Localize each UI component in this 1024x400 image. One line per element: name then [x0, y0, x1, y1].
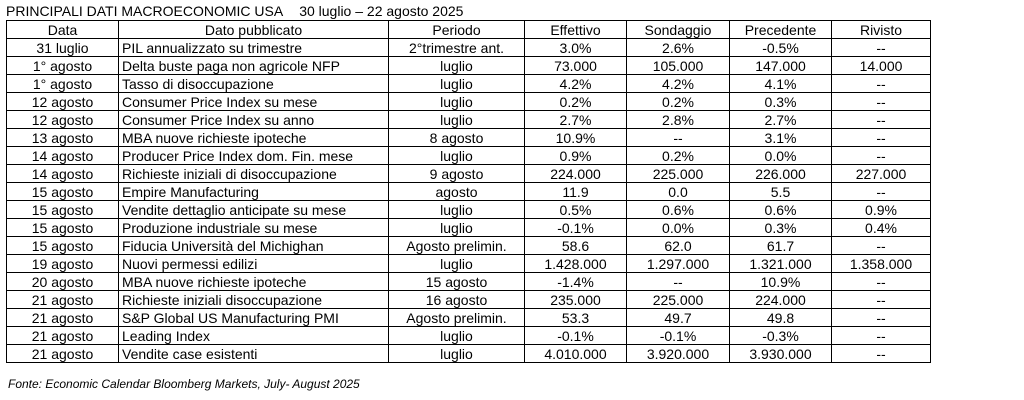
cell-precedente: 226.000	[730, 165, 832, 183]
cell-periodo: 16 agosto	[389, 291, 525, 309]
cell-rivisto: --	[832, 273, 931, 291]
cell-effettivo: 4.2%	[525, 75, 627, 93]
table-row	[7, 291, 931, 309]
table-row	[7, 345, 931, 363]
cell-dato-pubblicato: Producer Price Index dom. Fin. mese	[119, 147, 389, 165]
table-row	[7, 165, 931, 183]
cell-effettivo: 0.2%	[525, 93, 627, 111]
cell-dato-pubblicato: S&P Global US Manufacturing PMI	[119, 309, 389, 327]
cell-rivisto: 0.9%	[832, 201, 931, 219]
cell-effettivo: 10.9%	[525, 129, 627, 147]
cell-precedente: 49.8	[730, 309, 832, 327]
cell-effettivo: 3.0%	[525, 39, 627, 57]
macro-data-table	[6, 20, 931, 363]
cell-dato-pubblicato: MBA nuove richieste ipoteche	[119, 273, 389, 291]
cell-rivisto: --	[832, 75, 931, 93]
cell-sondaggio: 2.6%	[627, 39, 730, 57]
table-row	[7, 309, 931, 327]
cell-effettivo: 0.9%	[525, 147, 627, 165]
cell-data: 15 agosto	[7, 237, 119, 255]
column-header-rivisto: Rivisto	[832, 21, 931, 39]
cell-dato-pubblicato: Produzione industriale su mese	[119, 219, 389, 237]
cell-sondaggio: 225.000	[627, 291, 730, 309]
cell-periodo: Agosto prelimin.	[389, 309, 525, 327]
cell-data: 20 agosto	[7, 273, 119, 291]
cell-effettivo: 58.6	[525, 237, 627, 255]
cell-sondaggio: 105.000	[627, 57, 730, 75]
cell-rivisto: --	[832, 93, 931, 111]
column-header-effettivo: Effettivo	[525, 21, 627, 39]
cell-rivisto: --	[832, 183, 931, 201]
table-row	[7, 147, 931, 165]
cell-effettivo: -0.1%	[525, 219, 627, 237]
cell-rivisto: --	[832, 309, 931, 327]
table-row	[7, 93, 931, 111]
page-title	[6, 3, 463, 19]
column-header-sondaggio: Sondaggio	[627, 21, 730, 39]
table-row	[7, 57, 931, 75]
cell-periodo: luglio	[389, 345, 525, 363]
cell-precedente: 2.7%	[730, 111, 832, 129]
cell-sondaggio: -0.1%	[627, 327, 730, 345]
column-header-dato-pubblicato: Dato pubblicato	[119, 21, 389, 39]
cell-precedente: 1.321.000	[730, 255, 832, 273]
cell-periodo: luglio	[389, 93, 525, 111]
cell-data: 19 agosto	[7, 255, 119, 273]
cell-precedente: 224.000	[730, 291, 832, 309]
title-period: 30 luglio – 22 agosto 2025	[299, 3, 464, 19]
column-header-periodo: Periodo	[389, 21, 525, 39]
cell-data: 12 agosto	[7, 111, 119, 129]
table-body	[7, 39, 931, 363]
cell-effettivo: 1.428.000	[525, 255, 627, 273]
source-note: Fonte: Economic Calendar Bloomberg Markets, July- August 2025	[8, 377, 360, 391]
cell-rivisto: --	[832, 345, 931, 363]
cell-dato-pubblicato: Leading Index	[119, 327, 389, 345]
cell-precedente: 0.0%	[730, 147, 832, 165]
cell-sondaggio: 0.0%	[627, 219, 730, 237]
cell-data: 21 agosto	[7, 309, 119, 327]
cell-sondaggio: 0.6%	[627, 201, 730, 219]
cell-sondaggio: 0.2%	[627, 147, 730, 165]
cell-periodo: luglio	[389, 201, 525, 219]
cell-periodo: luglio	[389, 75, 525, 93]
table-row	[7, 183, 931, 201]
cell-data: 1° agosto	[7, 57, 119, 75]
cell-rivisto: --	[832, 147, 931, 165]
cell-dato-pubblicato: Tasso di disoccupazione	[119, 75, 389, 93]
cell-precedente: 0.6%	[730, 201, 832, 219]
cell-sondaggio: 0.2%	[627, 93, 730, 111]
cell-periodo: 15 agosto	[389, 273, 525, 291]
cell-effettivo: 0.5%	[525, 201, 627, 219]
column-header-data: Data	[7, 21, 119, 39]
table-row	[7, 201, 931, 219]
cell-periodo: luglio	[389, 219, 525, 237]
cell-rivisto: --	[832, 291, 931, 309]
cell-rivisto: 14.000	[832, 57, 931, 75]
cell-effettivo: -1.4%	[525, 273, 627, 291]
cell-rivisto: --	[832, 39, 931, 57]
cell-precedente: 10.9%	[730, 273, 832, 291]
cell-precedente: 61.7	[730, 237, 832, 255]
cell-dato-pubblicato: Richieste iniziali disoccupazione	[119, 291, 389, 309]
cell-periodo: luglio	[389, 327, 525, 345]
cell-sondaggio: 3.920.000	[627, 345, 730, 363]
table-row	[7, 39, 931, 57]
cell-rivisto: 1.358.000	[832, 255, 931, 273]
cell-periodo: 2°trimestre ant.	[389, 39, 525, 57]
cell-periodo: luglio	[389, 255, 525, 273]
cell-dato-pubblicato: Vendite dettaglio anticipate su mese	[119, 201, 389, 219]
cell-periodo: agosto	[389, 183, 525, 201]
cell-data: 15 agosto	[7, 183, 119, 201]
cell-rivisto: 0.4%	[832, 219, 931, 237]
cell-dato-pubblicato: PIL annualizzato su trimestre	[119, 39, 389, 57]
table-row	[7, 273, 931, 291]
cell-sondaggio: 4.2%	[627, 75, 730, 93]
cell-rivisto: --	[832, 129, 931, 147]
cell-sondaggio: --	[627, 273, 730, 291]
cell-precedente: 3.1%	[730, 129, 832, 147]
cell-sondaggio: 49.7	[627, 309, 730, 327]
cell-dato-pubblicato: Consumer Price Index su anno	[119, 111, 389, 129]
cell-precedente: 0.3%	[730, 93, 832, 111]
cell-periodo: luglio	[389, 57, 525, 75]
cell-dato-pubblicato: MBA nuove richieste ipoteche	[119, 129, 389, 147]
cell-rivisto: --	[832, 327, 931, 345]
table-row	[7, 129, 931, 147]
table-row	[7, 327, 931, 345]
cell-data: 13 agosto	[7, 129, 119, 147]
table-row	[7, 219, 931, 237]
cell-rivisto: --	[832, 237, 931, 255]
cell-precedente: 4.1%	[730, 75, 832, 93]
table-row	[7, 75, 931, 93]
cell-effettivo: 11.9	[525, 183, 627, 201]
cell-dato-pubblicato: Nuovi permessi edilizi	[119, 255, 389, 273]
cell-sondaggio: 2.8%	[627, 111, 730, 129]
cell-sondaggio: 0.0	[627, 183, 730, 201]
cell-dato-pubblicato: Consumer Price Index su mese	[119, 93, 389, 111]
cell-precedente: -0.5%	[730, 39, 832, 57]
cell-sondaggio: --	[627, 129, 730, 147]
cell-data: 15 agosto	[7, 201, 119, 219]
table-row	[7, 255, 931, 273]
cell-data: 21 agosto	[7, 291, 119, 309]
cell-periodo: Agosto prelimin.	[389, 237, 525, 255]
cell-data: 21 agosto	[7, 345, 119, 363]
cell-effettivo: 2.7%	[525, 111, 627, 129]
cell-data: 14 agosto	[7, 165, 119, 183]
cell-dato-pubblicato: Fiducia Università del Michighan	[119, 237, 389, 255]
table-row	[7, 237, 931, 255]
title-main: PRINCIPALI DATI MACROECONOMIC USA	[6, 3, 284, 19]
cell-dato-pubblicato: Richieste iniziali di disoccupazione	[119, 165, 389, 183]
cell-data: 31 luglio	[7, 39, 119, 57]
cell-effettivo: 4.010.000	[525, 345, 627, 363]
cell-effettivo: -0.1%	[525, 327, 627, 345]
cell-dato-pubblicato: Empire Manufacturing	[119, 183, 389, 201]
cell-effettivo: 73.000	[525, 57, 627, 75]
cell-precedente: 3.930.000	[730, 345, 832, 363]
cell-precedente: 0.3%	[730, 219, 832, 237]
column-header-precedente: Precedente	[730, 21, 832, 39]
cell-precedente: 5.5	[730, 183, 832, 201]
cell-dato-pubblicato: Delta buste paga non agricole NFP	[119, 57, 389, 75]
cell-precedente: 147.000	[730, 57, 832, 75]
cell-precedente: -0.3%	[730, 327, 832, 345]
cell-sondaggio: 1.297.000	[627, 255, 730, 273]
cell-sondaggio: 62.0	[627, 237, 730, 255]
cell-periodo: 8 agosto	[389, 129, 525, 147]
cell-rivisto: --	[832, 111, 931, 129]
table-header-row	[7, 21, 931, 39]
cell-effettivo: 235.000	[525, 291, 627, 309]
cell-periodo: luglio	[389, 147, 525, 165]
cell-sondaggio: 225.000	[627, 165, 730, 183]
cell-data: 21 agosto	[7, 327, 119, 345]
table-row	[7, 111, 931, 129]
cell-periodo: luglio	[389, 111, 525, 129]
cell-data: 14 agosto	[7, 147, 119, 165]
cell-data: 1° agosto	[7, 75, 119, 93]
cell-rivisto: 227.000	[832, 165, 931, 183]
cell-data: 15 agosto	[7, 219, 119, 237]
cell-dato-pubblicato: Vendite case esistenti	[119, 345, 389, 363]
cell-effettivo: 224.000	[525, 165, 627, 183]
cell-periodo: 9 agosto	[389, 165, 525, 183]
cell-effettivo: 53.3	[525, 309, 627, 327]
cell-data: 12 agosto	[7, 93, 119, 111]
